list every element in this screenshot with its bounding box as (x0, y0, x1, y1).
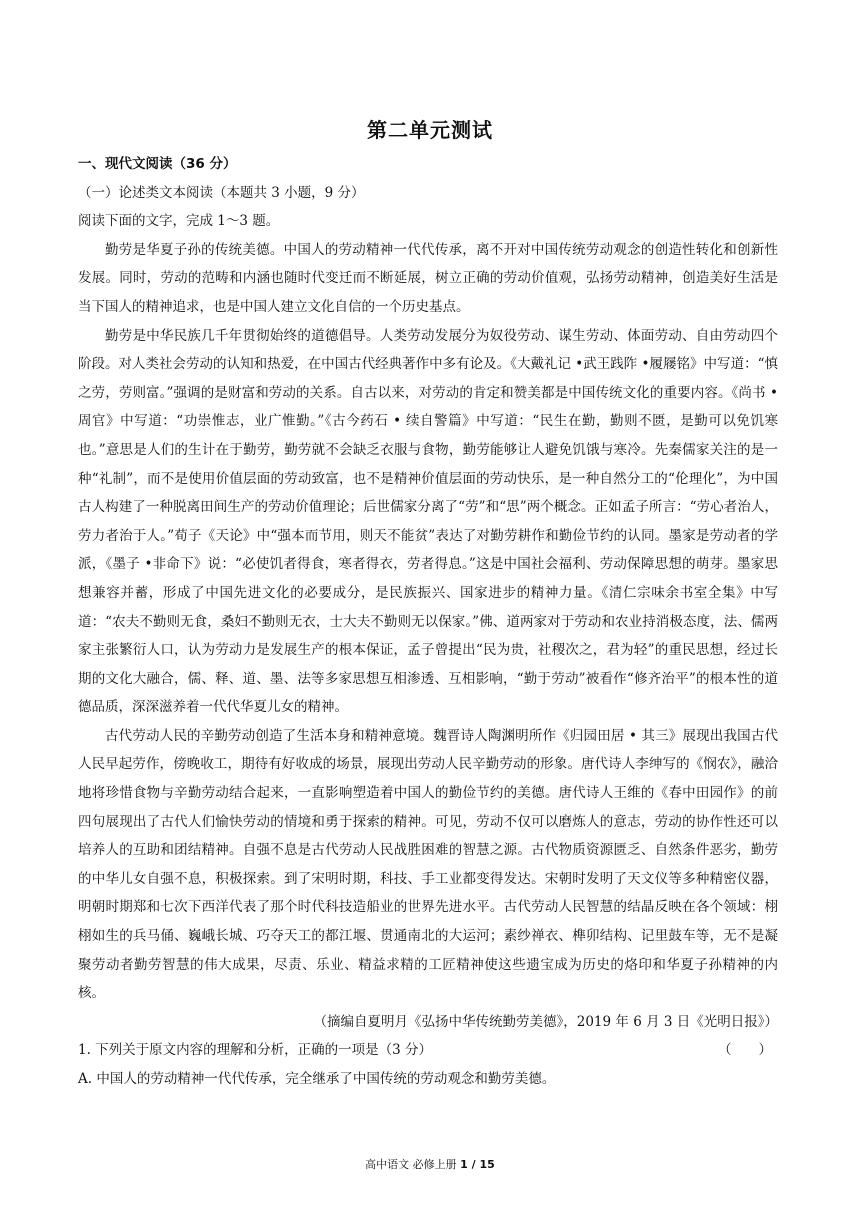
page-number: 1 / 15 (460, 1158, 495, 1171)
option-a: A. 中国人的劳动精神一代代传承，完全继承了中国传统的劳动观念和勤劳美德。 (78, 1071, 556, 1087)
paragraph-1: 勤劳是华夏子孙的传统美德。中国人的劳动精神一代代传承，离不开对中国传统劳动观念的创造性转化和创新性发展。同时，劳动的范畴和内涵也随时代变迁而不断延展，树立正确的劳动价值观，弘扬劳动精神，创造美好生活是当下国人的精神追求，也是中国人建立文化自信的一个历史基点。 (78, 241, 778, 315)
answer-bracket: （ ） (718, 1042, 772, 1059)
source-citation: （摘编自夏明月《弘扬中华传统勤劳美德》，2019 年 6 月 3 日《光明日报》） (313, 1013, 778, 1030)
footer-text: 高中语文 必修上册 (365, 1158, 461, 1171)
question-1-text: 1. 下列关于原文内容的理解和分析，正确的一项是（3 分） (78, 1042, 433, 1059)
document-body (78, 150, 778, 1094)
paragraph-2: 勤劳是中华民族几千年贯彻始终的道德倡导。人类劳动发展分为奴役劳动、谋生劳动、体面劳动、自由劳动四个阶段。对人类社会劳动的认知和热爱，在中国古代经典著作中多有论及。《大戴礼记 •武王践阼 •履屦铭》中写道：“慎之劳，劳则富。”强调的是财富和劳动的关系。自古以来，对劳动的肯定和赞美都是中国传统文化的重要内容。《尚书 • 周官》中写道：“功崇惟志，业广惟勤。”《古今药石 • 续自警篇》中写道：“民生在勤，勤则不匮，是勤可以免饥寒也。”意思是人们的生计在于勤劳，勤劳就不会缺乏衣服与食物，勤劳能够让人避免饥饿与寒冷。先秦儒家关注的是一种“礼制”，而不是使用价值层面的劳动致富，也不是精神价值层面的劳动快乐，是一种自然分工的“伦理化”，为中国古人构建了一种脱离田间生产的劳动价值理论；后世儒家分离了“劳”和“思”两个概念。正如孟子所言：“劳心者治人，劳力者治于人。”荀子《天论》中“强本而节用，则天不能贫”表达了对勤劳耕作和勤俭节约的认同。墨家是劳动者的学派，《墨子 •非命下》说：“必使饥者得食，寒者得衣，劳者得息。”这是中国社会福利、劳动保障思想的萌芽。墨家思想兼容并蓄，形成了中国先进文化的必要成分，是民族振兴、国家进步的精神力量。《清仁宗味余书室全集》中写道：“农夫不勤则无食，桑妇不勤则无衣，士大夫不勤则无以保家。”佛、道两家对于劳动和农业持消极态度，法、儒两家主张繁衍人口，认为劳动力是发展生产的根本保证，孟子曾提出“民为贵，社稷次之，君为轻”的重民思想，经过长期的文化大融合，儒、释、道、墨、法等多家思想互相渗透、互相影响，“勤于劳动”被看作“修齐治平”的根本性的道德品质，深深滋养着一代代华夏儿女的精神。 (78, 327, 778, 716)
question-1 (78, 1036, 778, 1065)
page-title: 第二单元测试 (367, 118, 493, 142)
section-heading: 一、现代文阅读（36 分） (78, 156, 237, 172)
page-footer (0, 1156, 860, 1172)
reading-instruction: 阅读下面的文字，完成 1～3 题。 (78, 213, 280, 230)
subsection-heading: （一）论述类文本阅读（本题共 3 小题，9 分） (78, 184, 365, 201)
paragraph-3: 古代劳动人民的辛勤劳动创造了生活本身和精神意境。魏晋诗人陶渊明所作《归园田居 • 其三》展现出我国古代人民早起劳作，傍晚收工，期待有好收成的场景，展现出劳动人民辛勤劳动的形象。唐代诗人李绅写的《悯农》，融洽地将珍惜食物与辛勤劳动结合起来，一直影响塑造着中国人的勤俭节约的美德。唐代诗人王维的《春中田园作》的前四句展现出了古代人们愉快劳动的情境和勇于探索的精神。可见，劳动不仅可以磨炼人的意志，劳动的协作性还可以培养人的互助和团结精神。自强不息是古代劳动人民战胜困难的智慧之源。古代物质资源匮乏、自然条件恶劣，勤劳的中华儿女自强不息，积极探索。到了宋明时期，科技、手工业都变得发达。宋朝时发明了天文仪等多种精密仪器，明朝时期郑和七次下西洋代表了那个时代科技造船业的世界先进水平。古代劳动人民智慧的结晶反映在各个领域：栩栩如生的兵马俑、巍峨长城、巧夺天工的都江堰、贯通南北的大运河；素纱禅衣、榫卯结构、记里鼓车等，无不是凝聚劳动者勤劳智慧的伟大成果，尽责、乐业、精益求精的工匠精神使这些遗宝成为历史的烙印和华夏子孙精神的内核。 (78, 727, 778, 1002)
